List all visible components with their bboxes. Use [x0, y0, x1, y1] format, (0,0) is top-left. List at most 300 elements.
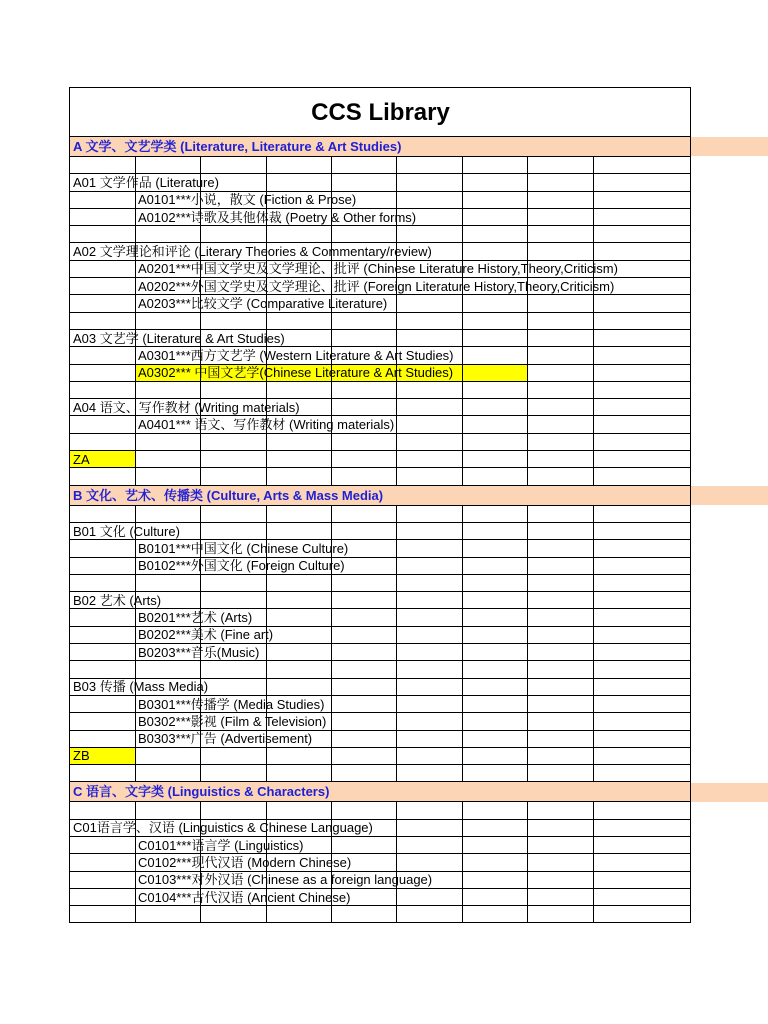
gridline	[266, 434, 267, 450]
gridline	[135, 731, 136, 747]
gridline	[527, 243, 528, 259]
table-row	[70, 261, 691, 278]
gridline	[135, 365, 136, 381]
section-band-extension	[690, 783, 768, 802]
gridline	[462, 365, 463, 381]
gridline	[331, 627, 332, 643]
gridline	[135, 661, 136, 677]
gridline	[462, 661, 463, 677]
gridline	[593, 540, 594, 556]
gridline	[462, 627, 463, 643]
gridline	[462, 382, 463, 398]
subcategory-label: A0203***比较文学 (Comparative Literature)	[138, 296, 388, 312]
gridline	[462, 295, 463, 311]
gridline	[527, 609, 528, 625]
gridline	[593, 226, 594, 242]
gridline	[135, 889, 136, 905]
gridline	[527, 748, 528, 764]
gridline	[527, 313, 528, 329]
gridline	[200, 382, 201, 398]
gridline	[593, 174, 594, 190]
title-row	[70, 88, 691, 137]
subcategory-label: A0201***中国文学史及文学理论、批评 (Chinese Literature History,Theory,Criticism)	[138, 261, 618, 277]
gridline	[396, 679, 397, 695]
gridline	[200, 906, 201, 922]
gridline	[527, 679, 528, 695]
gridline	[462, 592, 463, 608]
gridline	[200, 592, 201, 608]
gridline	[593, 731, 594, 747]
gridline	[200, 451, 201, 467]
gridline	[200, 434, 201, 450]
gridline	[135, 696, 136, 712]
gridline	[396, 820, 397, 836]
gridline	[593, 820, 594, 836]
gridline	[593, 713, 594, 729]
gridline	[396, 540, 397, 556]
gridline	[266, 451, 267, 467]
gridline	[331, 382, 332, 398]
gridline	[396, 174, 397, 190]
gridline	[135, 261, 136, 277]
gridline	[527, 416, 528, 432]
gridline	[396, 523, 397, 539]
gridline	[266, 609, 267, 625]
gridline	[135, 468, 136, 484]
gridline	[593, 872, 594, 888]
table-row	[70, 644, 691, 661]
subcategory-label: A0202***外国文学史及文学理论、批评 (Foreign Literature History,Theory,Criticism)	[138, 278, 615, 294]
blank-row	[70, 157, 691, 174]
gridline	[331, 226, 332, 242]
gridline	[462, 209, 463, 225]
gridline	[200, 748, 201, 764]
gridline	[527, 523, 528, 539]
subcategory-label: A0302*** 中国文艺学(Chinese Literature & Art Studies)	[138, 365, 454, 381]
gridline	[527, 592, 528, 608]
blank-row	[70, 575, 691, 592]
table-row	[70, 889, 691, 906]
gridline	[396, 627, 397, 643]
gridline	[527, 627, 528, 643]
gridline	[396, 330, 397, 346]
gridline	[527, 157, 528, 173]
gridline	[593, 157, 594, 173]
gridline	[266, 661, 267, 677]
table-row	[70, 365, 691, 382]
gridline	[331, 592, 332, 608]
gridline	[527, 399, 528, 415]
gridline	[527, 330, 528, 346]
gridline	[593, 558, 594, 574]
gridline	[593, 330, 594, 346]
gridline	[527, 540, 528, 556]
gridline	[396, 416, 397, 432]
gridline	[396, 906, 397, 922]
table-row	[70, 837, 691, 854]
table-row	[70, 713, 691, 730]
gridline	[135, 802, 136, 818]
gridline	[331, 731, 332, 747]
gridline	[593, 802, 594, 818]
gridline	[462, 416, 463, 432]
gridline	[135, 644, 136, 660]
gridline	[266, 313, 267, 329]
gridline	[396, 313, 397, 329]
section-title: B 文化、艺术、传播类 (Culture, Arts & Mass Media)	[73, 487, 384, 503]
gridline	[396, 609, 397, 625]
subcategory-label: A0101***小说，散文 (Fiction & Prose)	[138, 192, 357, 208]
gridline	[593, 906, 594, 922]
gridline	[135, 558, 136, 574]
gridline	[331, 575, 332, 591]
gridline	[527, 696, 528, 712]
table-row	[70, 609, 691, 626]
table-row	[70, 592, 691, 609]
gridline	[462, 347, 463, 363]
category-label: A01 文学作品 (Literature)	[73, 174, 219, 190]
gridline	[527, 506, 528, 522]
gridline	[135, 837, 136, 853]
gridline	[135, 434, 136, 450]
category-label: A03 文艺学 (Literature & Art Studies)	[73, 330, 285, 346]
gridline	[462, 679, 463, 695]
gridline	[593, 506, 594, 522]
gridline	[135, 854, 136, 870]
gridline	[462, 451, 463, 467]
blank-row	[70, 468, 691, 485]
subcategory-label: B0303***广告 (Advertisement)	[138, 731, 313, 747]
category-label: ZA	[73, 451, 90, 467]
gridline	[462, 434, 463, 450]
gridline	[462, 575, 463, 591]
gridline	[266, 906, 267, 922]
gridline	[331, 174, 332, 190]
gridline	[200, 575, 201, 591]
gridline	[462, 506, 463, 522]
blank-row	[70, 226, 691, 243]
page-title: CCS Library	[311, 98, 450, 126]
subcategory-label: C0104***古代汉语 (Ancient Chinese)	[138, 889, 351, 905]
gridline	[593, 295, 594, 311]
gridline	[527, 575, 528, 591]
gridline	[593, 837, 594, 853]
gridline	[200, 468, 201, 484]
gridline	[593, 209, 594, 225]
table-row	[70, 627, 691, 644]
table-row	[70, 416, 691, 433]
subcategory-label: B0302***影视 (Film & Television)	[138, 713, 327, 729]
gridline	[135, 278, 136, 294]
gridline	[135, 313, 136, 329]
gridline	[331, 399, 332, 415]
table-row	[70, 696, 691, 713]
gridline	[527, 820, 528, 836]
gridline	[135, 416, 136, 432]
gridline	[593, 523, 594, 539]
gridline	[462, 748, 463, 764]
gridline	[396, 592, 397, 608]
gridline	[593, 434, 594, 450]
gridline	[462, 192, 463, 208]
gridline	[462, 558, 463, 574]
gridline	[200, 226, 201, 242]
gridline	[331, 765, 332, 781]
gridline	[462, 243, 463, 259]
gridline	[527, 209, 528, 225]
gridline	[396, 713, 397, 729]
gridline	[527, 192, 528, 208]
gridline	[396, 192, 397, 208]
subcategory-label: B0101***中国文化 (Chinese Culture)	[138, 540, 349, 556]
subcategory-label: B0201***艺术 (Arts)	[138, 610, 253, 626]
gridline	[593, 889, 594, 905]
gridline	[462, 609, 463, 625]
gridline	[527, 295, 528, 311]
gridline	[462, 854, 463, 870]
gridline	[266, 592, 267, 608]
gridline	[200, 802, 201, 818]
table-row	[70, 192, 691, 209]
gridline	[527, 872, 528, 888]
gridline	[462, 820, 463, 836]
table-row	[70, 451, 691, 468]
gridline	[527, 382, 528, 398]
subcategory-label: B0301***传播学 (Media Studies)	[138, 696, 325, 712]
gridline	[462, 872, 463, 888]
gridline	[266, 765, 267, 781]
gridline	[527, 854, 528, 870]
section-title: C 语言、文字类 (Linguistics & Characters)	[73, 784, 330, 800]
table-row	[70, 330, 691, 347]
category-label: C01语言学、汉语 (Linguistics & Chinese Language)	[73, 820, 373, 836]
gridline	[266, 157, 267, 173]
gridline	[200, 661, 201, 677]
gridline	[593, 609, 594, 625]
gridline	[396, 157, 397, 173]
gridline	[593, 644, 594, 660]
table-row	[70, 540, 691, 557]
gridline	[527, 468, 528, 484]
gridline	[200, 765, 201, 781]
category-label: A02 文学理论和评论 (Literary Theories & Commentary/review)	[73, 244, 432, 260]
gridline	[396, 889, 397, 905]
gridline	[527, 802, 528, 818]
gridline	[396, 558, 397, 574]
gridline	[135, 382, 136, 398]
section-header-row	[70, 486, 691, 506]
gridline	[331, 434, 332, 450]
gridline	[462, 713, 463, 729]
table-row	[70, 558, 691, 575]
gridline	[266, 523, 267, 539]
gridline	[396, 451, 397, 467]
gridline	[331, 661, 332, 677]
gridline	[593, 854, 594, 870]
gridline	[527, 765, 528, 781]
gridline	[527, 558, 528, 574]
gridline	[462, 889, 463, 905]
gridline	[462, 906, 463, 922]
subcategory-label: B0203***音乐(Music)	[138, 644, 260, 660]
gridline	[593, 575, 594, 591]
gridline	[396, 802, 397, 818]
table-row	[70, 731, 691, 748]
gridline	[331, 748, 332, 764]
gridline	[396, 765, 397, 781]
gridline	[331, 644, 332, 660]
gridline	[527, 347, 528, 363]
gridline	[331, 313, 332, 329]
gridline	[593, 399, 594, 415]
gridline	[396, 854, 397, 870]
gridline	[462, 731, 463, 747]
gridline	[135, 192, 136, 208]
gridline	[593, 416, 594, 432]
gridline	[135, 713, 136, 729]
category-label: B02 艺术 (Arts)	[73, 592, 162, 608]
gridline	[135, 157, 136, 173]
gridline	[462, 837, 463, 853]
grid-right-border	[690, 87, 691, 923]
gridline	[396, 382, 397, 398]
gridline	[331, 330, 332, 346]
gridline	[593, 661, 594, 677]
gridline	[135, 451, 136, 467]
gridline	[135, 209, 136, 225]
subcategory-label: B0102***外国文化 (Foreign Culture)	[138, 558, 345, 574]
gridline	[462, 696, 463, 712]
table-row	[70, 243, 691, 260]
gridline	[331, 713, 332, 729]
gridline	[593, 765, 594, 781]
table-row	[70, 679, 691, 696]
subcategory-label: C0101***语言学 (Linguistics)	[138, 837, 304, 853]
gridline	[593, 347, 594, 363]
gridline	[135, 609, 136, 625]
subcategory-label: C0102***现代汉语 (Modern Chinese)	[138, 854, 352, 870]
section-title: A 文学、文艺学类 (Literature, Literature & Art Studies)	[73, 139, 402, 154]
blank-row	[70, 382, 691, 399]
gridline	[527, 451, 528, 467]
gridline	[266, 506, 267, 522]
gridline	[331, 451, 332, 467]
table-row	[70, 295, 691, 312]
gridline	[135, 226, 136, 242]
subcategory-label: A0102***诗歌及其他体裁 (Poetry & Other forms)	[138, 209, 417, 225]
subcategory-label: C0103***对外汉语 (Chinese as a foreign language)	[138, 872, 433, 888]
gridline	[135, 506, 136, 522]
gridline	[331, 609, 332, 625]
gridline	[593, 451, 594, 467]
gridline	[135, 872, 136, 888]
gridline	[266, 174, 267, 190]
category-label: ZB	[73, 748, 90, 764]
gridline	[527, 906, 528, 922]
gridline	[593, 592, 594, 608]
table-row	[70, 872, 691, 889]
table-row	[70, 854, 691, 871]
gridline	[593, 192, 594, 208]
table-row	[70, 523, 691, 540]
gridline	[527, 434, 528, 450]
gridline	[527, 226, 528, 242]
gridline	[266, 679, 267, 695]
gridline	[396, 399, 397, 415]
table-row	[70, 399, 691, 416]
gridline	[266, 748, 267, 764]
gridline	[135, 347, 136, 363]
gridline	[396, 731, 397, 747]
gridline	[135, 295, 136, 311]
gridline	[396, 295, 397, 311]
gridline	[135, 748, 136, 764]
gridline	[331, 802, 332, 818]
blank-row	[70, 906, 691, 923]
gridline	[135, 765, 136, 781]
gridline	[266, 575, 267, 591]
gridline	[396, 434, 397, 450]
gridline	[266, 802, 267, 818]
table-row	[70, 748, 691, 765]
category-label: B01 文化 (Culture)	[73, 523, 180, 539]
gridline	[593, 468, 594, 484]
gridline	[527, 713, 528, 729]
gridline	[331, 906, 332, 922]
gridline	[200, 523, 201, 539]
gridline	[331, 523, 332, 539]
gridline	[462, 226, 463, 242]
gridline	[527, 731, 528, 747]
gridline	[396, 748, 397, 764]
gridline	[527, 365, 528, 381]
section-band-extension	[690, 137, 768, 156]
gridline	[593, 243, 594, 259]
gridline	[396, 226, 397, 242]
table-row	[70, 347, 691, 364]
gridline	[527, 837, 528, 853]
gridline	[593, 627, 594, 643]
gridline	[200, 506, 201, 522]
gridline	[331, 506, 332, 522]
gridline	[462, 644, 463, 660]
gridline	[396, 696, 397, 712]
gridline	[396, 837, 397, 853]
gridline	[527, 661, 528, 677]
table-row	[70, 174, 691, 191]
gridline	[593, 313, 594, 329]
gridline	[135, 906, 136, 922]
gridline	[593, 679, 594, 695]
gridline	[593, 365, 594, 381]
gridline	[462, 174, 463, 190]
gridline	[331, 837, 332, 853]
spreadsheet-grid	[69, 87, 691, 923]
gridline	[396, 661, 397, 677]
gridline	[462, 330, 463, 346]
gridline	[200, 313, 201, 329]
gridline	[266, 382, 267, 398]
gridline	[396, 644, 397, 660]
gridline	[396, 506, 397, 522]
gridline	[462, 468, 463, 484]
gridline	[462, 313, 463, 329]
table-row	[70, 820, 691, 837]
subcategory-label: B0202***美术 (Fine art)	[138, 627, 274, 643]
gridline	[266, 226, 267, 242]
gridline	[462, 523, 463, 539]
gridline	[135, 627, 136, 643]
